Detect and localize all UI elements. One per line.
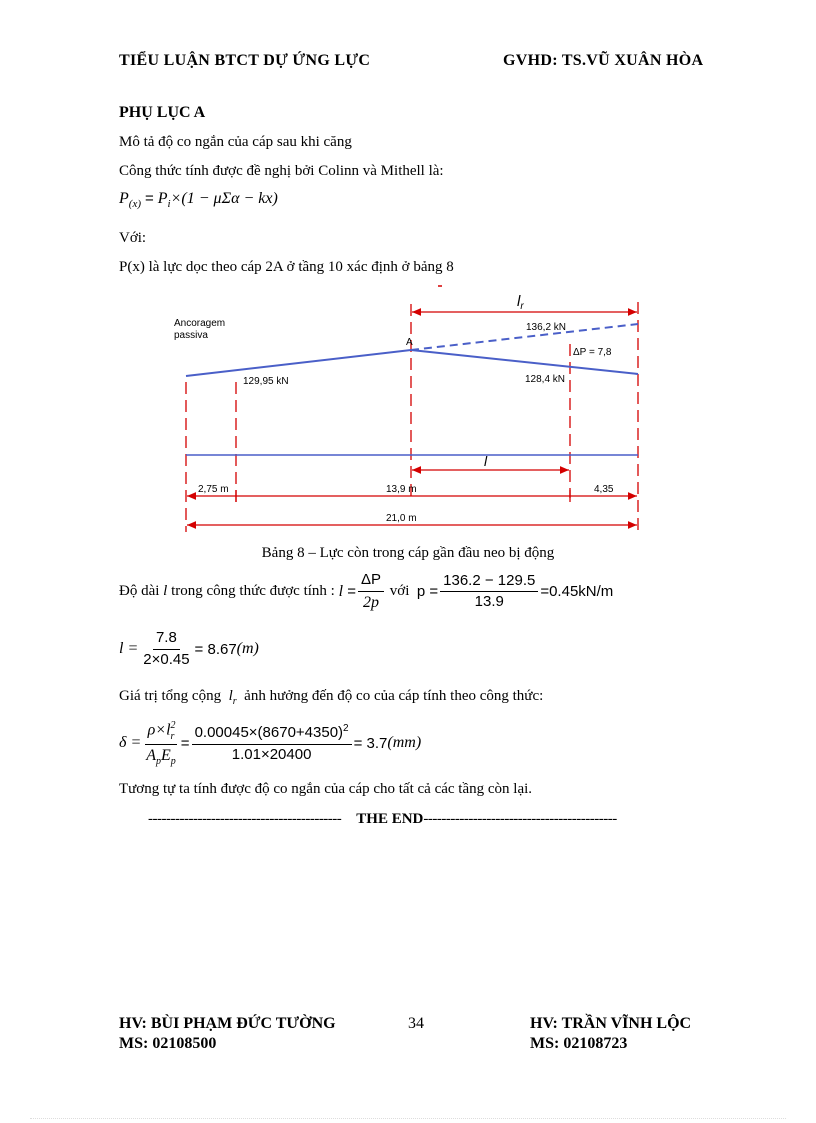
formula-main: $P_{(x)} = P_i\times(1 - \mu\Sigma\alpha - kx)$ bbox=[119, 190, 278, 211]
length-formula-line: Độ dài l trong công thức được tính : l = $\frac{\Delta P}{2p}$ với p = $\frac{136.2 - 129.5}{13.9}$ =0.45kN/m bbox=[119, 571, 614, 611]
l-calc-unit: (m) bbox=[236, 640, 259, 657]
formula-lhs: P bbox=[119, 190, 129, 207]
point-a-label: A bbox=[406, 337, 413, 348]
delta-fraction-2: $\frac{0.00045\times(8670+4350)^2}{1.01\times 20400}$ bbox=[192, 723, 352, 763]
delta-result: = 3.7 bbox=[353, 734, 388, 752]
length-with: với bbox=[389, 583, 410, 600]
delta-p-label: ΔP = 7,8 bbox=[573, 347, 612, 358]
lr-label: $l_r$ bbox=[517, 293, 524, 312]
footer-left-name: HV: BÙI PHẠM ĐỨC TƯỜNG bbox=[119, 1015, 336, 1032]
l-calc-result: = 8.67 bbox=[194, 640, 237, 658]
total-suffix: ảnh hưởng đến độ co của cáp tính theo công thức: bbox=[244, 688, 544, 704]
cable-force-diagram bbox=[150, 282, 670, 534]
formula-rest: ×(1 − μΣα − kx) bbox=[170, 190, 278, 207]
the-end-text: THE END bbox=[356, 811, 424, 827]
delta-fraction-1: $\frac{\rho\times l^2_r}{A_pE_p}$ bbox=[146, 720, 176, 767]
total-var-sub: r bbox=[232, 696, 237, 707]
dim-right-label: 4,35 bbox=[594, 484, 614, 495]
total-prefix: Giá trị tổng cộng bbox=[119, 688, 222, 704]
anchor-label-2: passiva bbox=[174, 330, 208, 341]
intro-line: Mô tả độ co ngắn của cáp sau khi căng bbox=[119, 134, 352, 150]
p-fraction: $\frac{136.2 - 129.5}{13.9}$ bbox=[440, 573, 538, 611]
formula-lhs-sub: (x) bbox=[128, 198, 141, 211]
force-right-label: 128,4 kN bbox=[525, 374, 566, 385]
similar-line: Tương tự ta tính được độ co ngắn của cáp cho tất cả các tầng còn lại. bbox=[119, 781, 533, 797]
formula-pi-sub: i bbox=[167, 198, 171, 211]
cable-line-left bbox=[186, 350, 411, 376]
dim-left-label: 2,75 m bbox=[198, 484, 229, 495]
px-description: P(x) là lực dọc theo cáp 2A ở tầng 10 xác định ở bảng 8 bbox=[119, 259, 454, 275]
length-l-var: l bbox=[163, 583, 168, 600]
dim-total-label: 21,0 m bbox=[386, 513, 417, 524]
total-line bbox=[119, 688, 543, 707]
p-result: =0.45kN/m bbox=[540, 583, 614, 601]
delta-calculation bbox=[119, 720, 421, 767]
footer-left-ms: MS: 02108500 bbox=[119, 1035, 217, 1052]
l-label: l bbox=[484, 453, 488, 469]
the-end-line: ------------------------------------------- THE END------------------------------------------- bbox=[148, 811, 617, 827]
with-label: Với: bbox=[119, 230, 147, 246]
force-top-label: 136,2 kN bbox=[526, 322, 567, 333]
l-calc-lhs: l = bbox=[119, 640, 139, 657]
diagram-caption: Bảng 8 – Lực còn trong cáp gần đầu neo bị động bbox=[261, 545, 555, 561]
delta-unit: (mm) bbox=[387, 734, 422, 752]
page-bottom-rule bbox=[30, 1118, 786, 1119]
delta-eq: = bbox=[180, 734, 190, 752]
formula-intro: Công thức tính được đề nghị bởi Colinn và Mithell là: bbox=[119, 163, 444, 179]
page-number: 34 bbox=[408, 1015, 424, 1032]
footer-right-name: HV: TRẦN VĨNH LỘC bbox=[530, 1015, 692, 1032]
total-var: l bbox=[228, 688, 233, 704]
header-right: GVHD: TS.VŨ XUÂN HÒA bbox=[503, 52, 704, 69]
header-left: TIỂU LUẬN BTCT DỰ ỨNG LỰC bbox=[119, 52, 371, 69]
length-middle: trong công thức được tính : bbox=[171, 583, 335, 600]
dim-mid-label: 13,9 m bbox=[386, 484, 417, 495]
force-left-label: 129,95 kN bbox=[243, 376, 289, 387]
section-title: PHỤ LỤC A bbox=[119, 104, 206, 121]
delta-lhs: δ = bbox=[119, 734, 142, 752]
formula-pi: P bbox=[157, 190, 168, 207]
p-lhs: p = bbox=[416, 583, 439, 601]
l-calc-fraction: $\frac{7.8}{2\times 0.45}$ bbox=[143, 629, 190, 668]
footer-right-ms: MS: 02108723 bbox=[530, 1035, 628, 1052]
length-prefix: Độ dài bbox=[119, 583, 160, 600]
anchor-label-1: Ancoragem bbox=[174, 318, 226, 329]
delta-p-fraction: $\frac{\Delta P}{2p}$ bbox=[358, 572, 384, 611]
l-calculation bbox=[119, 630, 259, 668]
